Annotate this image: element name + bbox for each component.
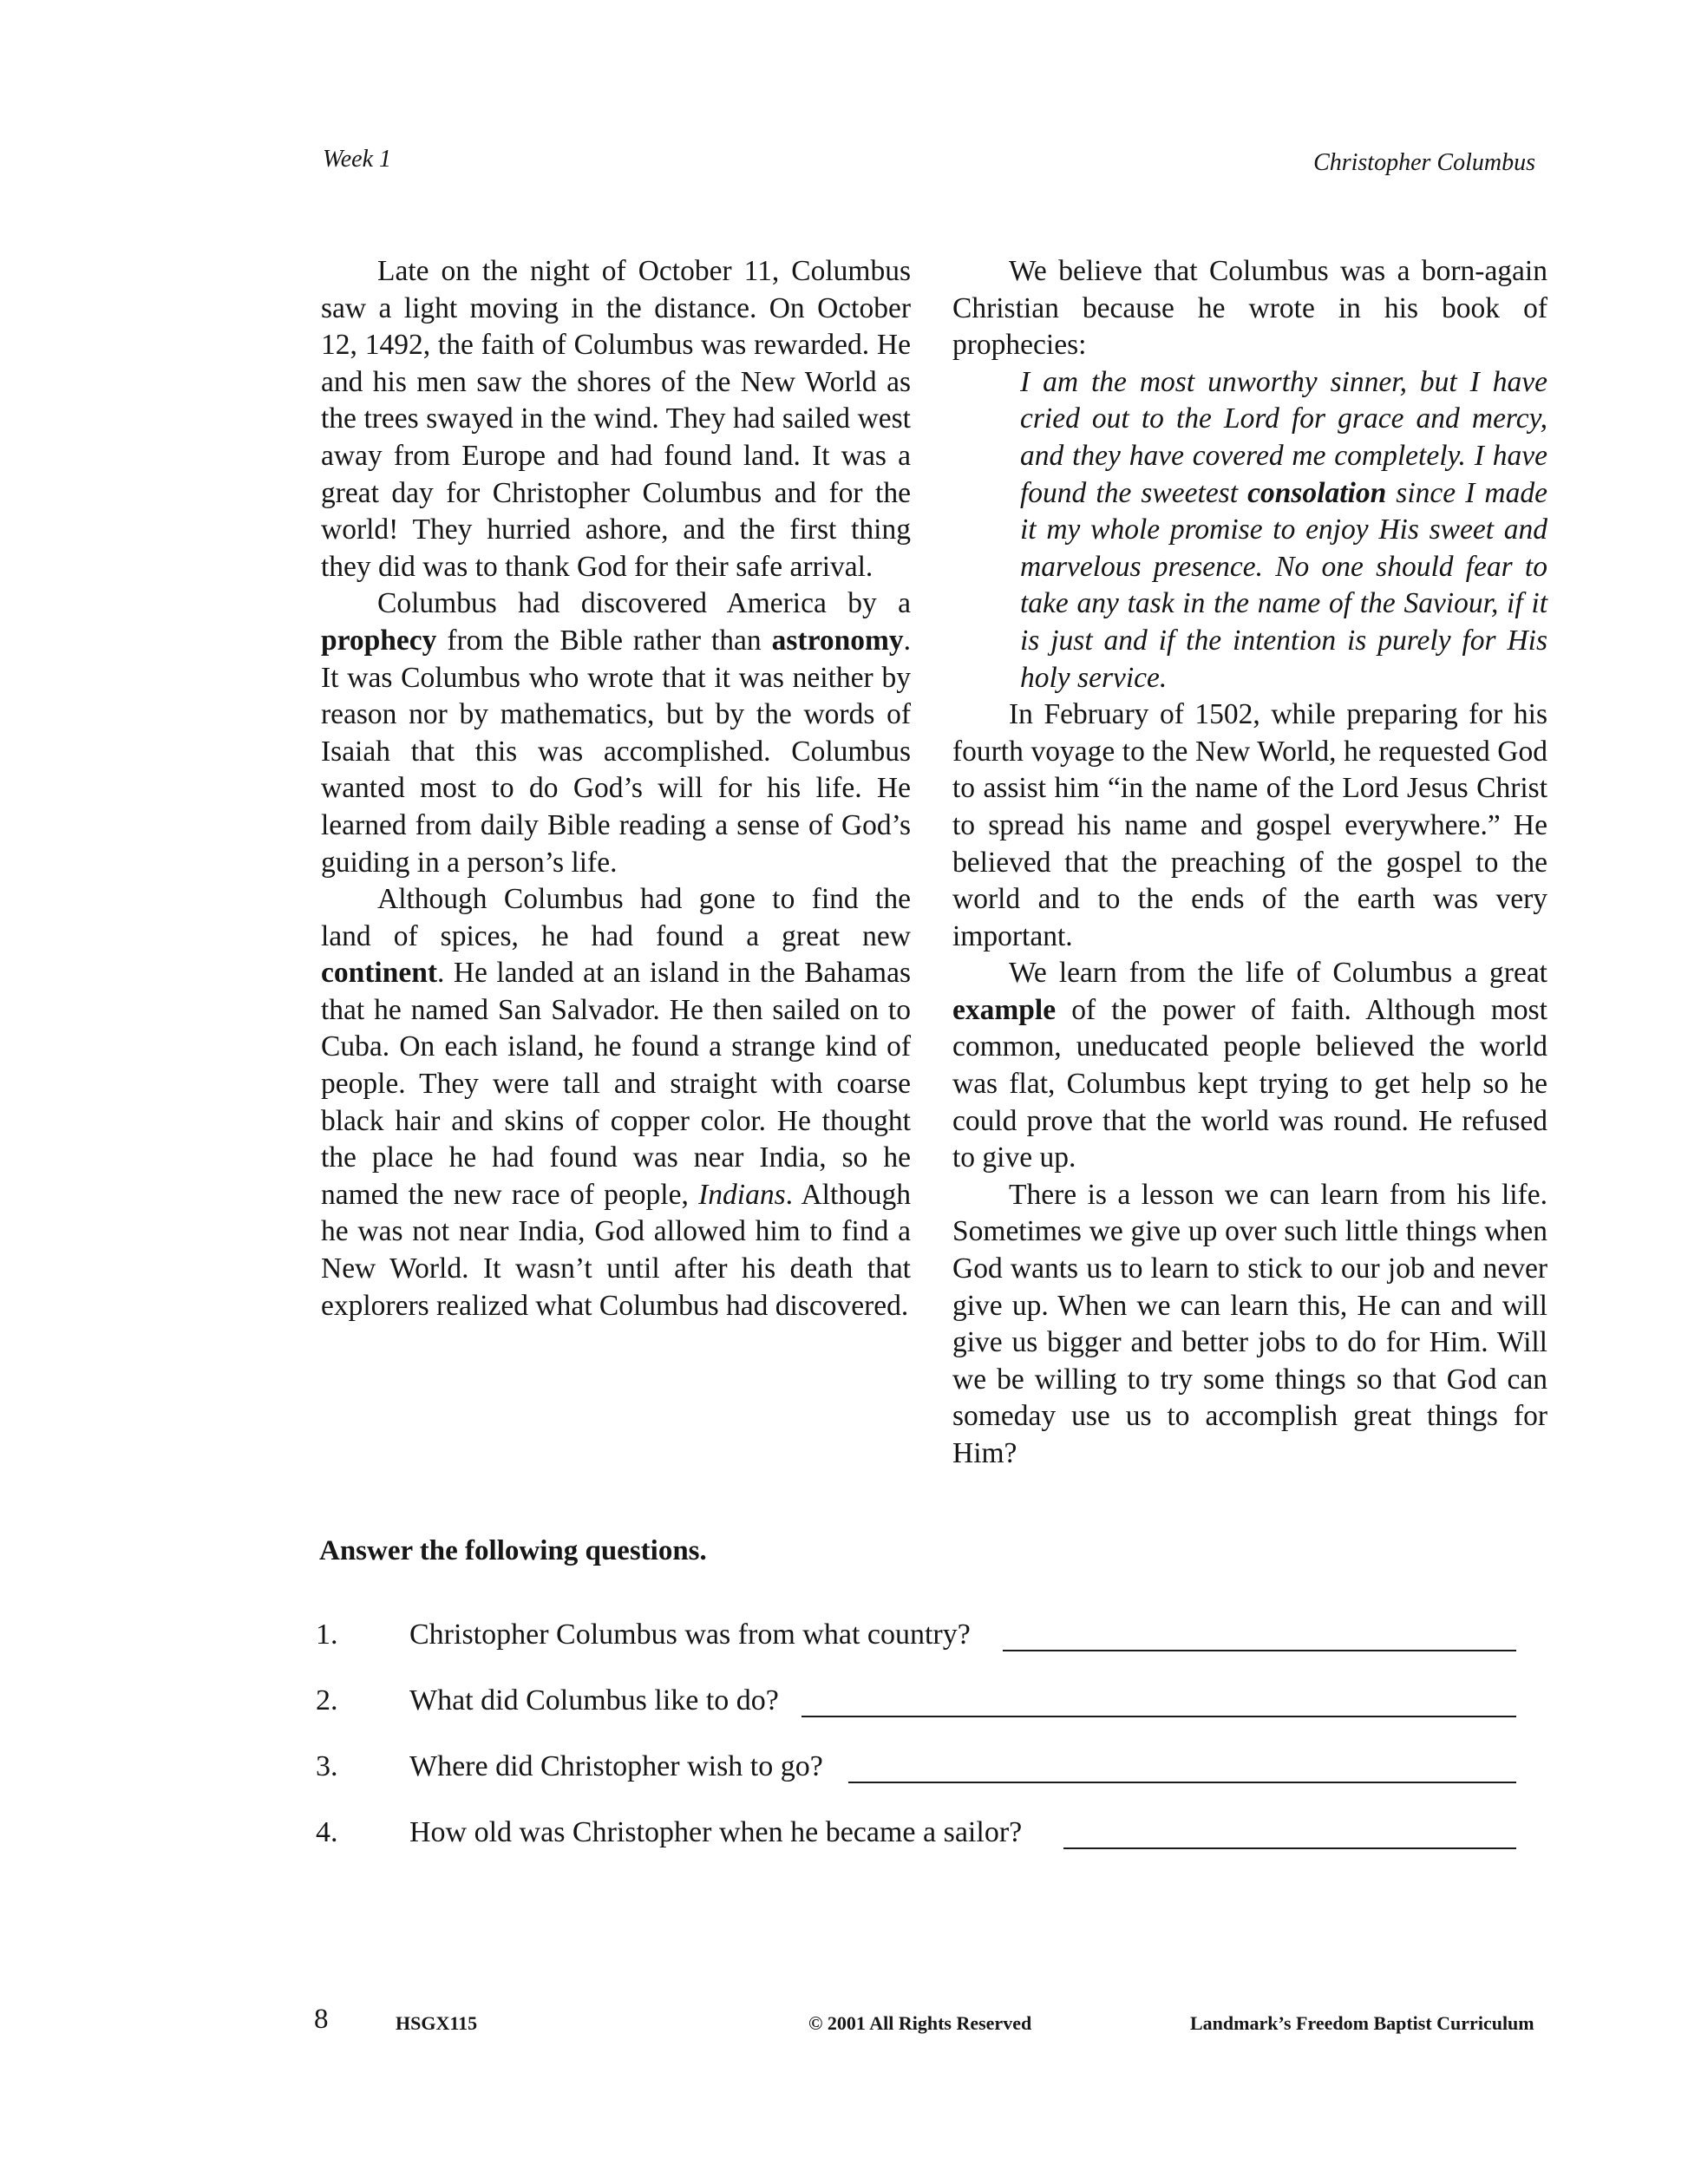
question-number: 1.	[316, 1618, 338, 1651]
questions-heading: Answer the following questions.	[319, 1535, 707, 1566]
text-run: . It was Columbus who wrote that it was neither by reason nor by mathematics, but by the words of Isaiah that this was accomplished. Columbus wanted most to do God’s will for his life. He learned from daily Bible reading a sense of God’s guiding in a person’s life.	[321, 624, 911, 879]
question-number: 4.	[316, 1816, 338, 1848]
bold-term-prophecy: prophecy	[321, 624, 437, 657]
right-paragraph-2: In February of 1502, while preparing for his fourth voyage to the New World, he requested God to assist him “in the name of the Lord Jesus Christ to spread his name and gospel everywhere.” He believed that the preaching of the gospel to the world and to the ends of the earth was very important.	[952, 698, 1547, 952]
italic-term-indians: Indians	[698, 1178, 786, 1211]
question-4	[316, 1816, 1530, 1854]
answer-line-4[interactable]	[1063, 1847, 1516, 1849]
bold-term-astronomy: astronomy	[771, 624, 904, 657]
question-2	[316, 1684, 1530, 1723]
question-text: Christopher Columbus was from what country?	[409, 1618, 971, 1651]
curriculum-name: Landmark’s Freedom Baptist Curriculum	[1190, 2012, 1534, 2034]
text-run: of the power of faith. Although most common, uneducated people believed the world was flat, Columbus kept trying to get help so he could prove that the world was round. He refused to give up.	[952, 993, 1547, 1174]
text-run: Columbus had discovered America by a	[377, 587, 911, 620]
question-text: What did Columbus like to do?	[409, 1684, 779, 1716]
page-number: 8	[314, 2004, 329, 2035]
text-run: . Although he was not near India, God allowed him to find a New World. It wasn’t until after his death that explorers realized what Columbus had discovered.	[321, 1178, 911, 1322]
bold-term-consolation: consolation	[1247, 476, 1387, 509]
right-column	[952, 253, 1547, 1473]
text-run: Although Columbus had gone to find the land of spices, he had found a great new	[321, 883, 911, 952]
answer-line-3[interactable]	[848, 1782, 1516, 1783]
week-label: Week 1	[323, 146, 392, 173]
question-1	[316, 1618, 1530, 1657]
right-paragraph-1: We believe that Columbus was a born-again Christian because he wrote in his book of prophecies:	[952, 255, 1547, 362]
question-number: 3.	[316, 1750, 338, 1782]
right-paragraph-3	[952, 955, 1547, 1177]
question-3	[316, 1750, 1530, 1788]
topic-title: Christopher Columbus	[1313, 149, 1535, 176]
answer-line-1[interactable]	[1003, 1650, 1516, 1651]
copyright-notice: © 2001 All Rights Reserved	[808, 2012, 1032, 2034]
bold-term-continent: continent	[321, 957, 437, 990]
left-paragraph-2	[321, 585, 911, 881]
left-paragraph-3	[321, 881, 911, 1324]
answer-line-2[interactable]	[801, 1716, 1516, 1717]
prophecy-quote	[1020, 364, 1547, 696]
text-run: since I made it my whole promise to enjoy His sweet and marvelous presence. No one should fear to take any task in the name of the Saviour, if it is just and if the intention is purely for His holy service.	[1020, 476, 1547, 694]
right-paragraph-4: There is a lesson we can learn from his life. Sometimes we give up over such little things when God wants us to learn to stick to our job and never give up. When we can learn this, He can and will give us bigger and better jobs to do for Him. Will we be willing to try some things so that God can someday use us to accomplish great things for Him?	[952, 1178, 1547, 1469]
bold-term-example: example	[952, 993, 1057, 1026]
text-run: I am the most unworthy sinner, but I have cried out to the Lord for grace and mercy, and they have covered me completely. I have found the sweetest	[1020, 365, 1547, 509]
course-code: HSGX115	[396, 2012, 478, 2034]
question-text: Where did Christopher wish to go?	[409, 1750, 823, 1782]
left-paragraph-1: Late on the night of October 11, Columbus saw a light moving in the distance. On October 12, 1492, the faith of Columbus was rewarded. He and his men saw the shores of the New World as the trees swayed in the wind. They had sailed west away from Europe and had found land. It was a great day for Christopher Columbus and for the world! They hurried ashore, and the first thing they did was to thank God for their safe arrival.	[321, 255, 911, 583]
text-run: We learn from the life of Columbus a great	[1009, 957, 1547, 990]
text-run: . He landed at an island in the Bahamas that he named San Salvador. He then sailed on to Cuba. On each island, he found a strange kind of people. They were tall and straight with coarse black hair and skins of copper color. He thought the place he had found was near India, so he named the new race of people,	[321, 957, 911, 1211]
text-run: from the Bible rather than	[436, 624, 772, 657]
question-number: 2.	[316, 1684, 338, 1716]
left-column	[321, 253, 911, 1324]
question-text: How old was Christopher when he became a sailor?	[409, 1816, 1023, 1848]
